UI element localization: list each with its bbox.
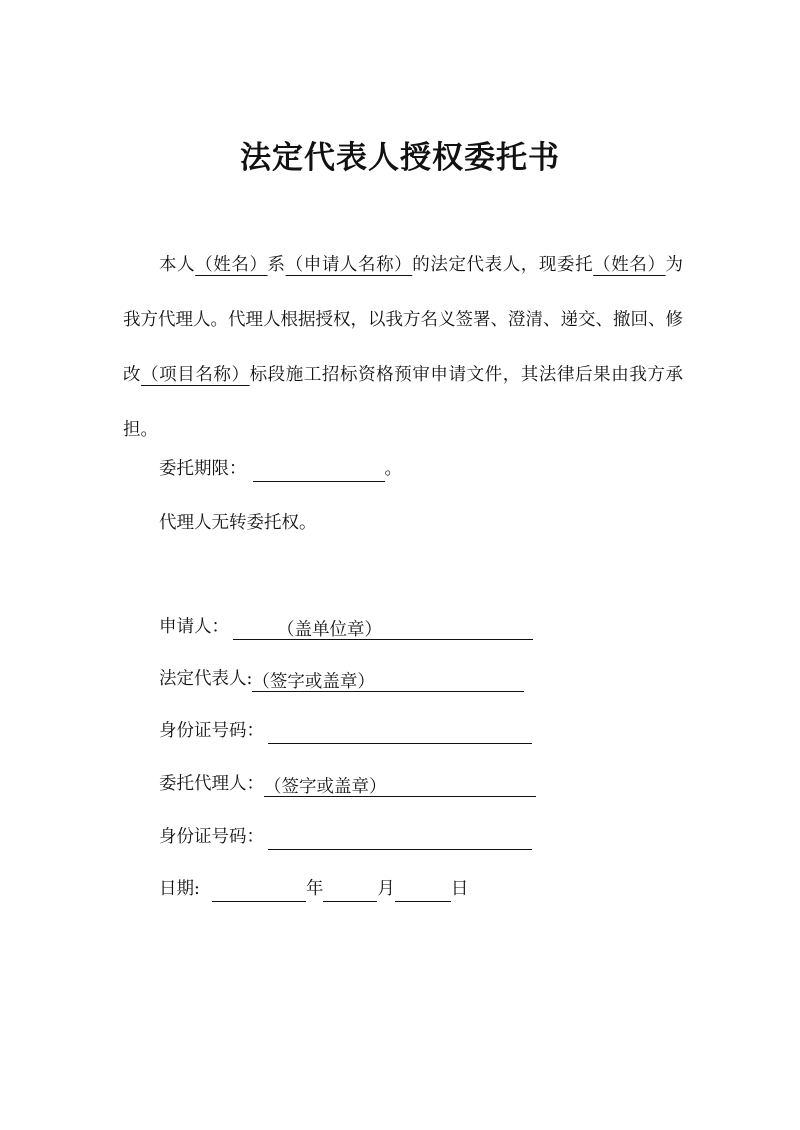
id-label: 身份证号码： (159, 721, 264, 741)
name-blank: （姓名） (195, 255, 268, 275)
month-blank (323, 879, 377, 902)
agent-line (159, 771, 536, 797)
term-line (159, 456, 402, 482)
id-number-blank (268, 721, 532, 744)
no-transfer-line: 代理人无转委托权。 (159, 513, 317, 533)
id-number-line-1 (159, 718, 532, 744)
legal-rep-label: 法定代表人: (159, 669, 253, 689)
para-seg: 本人 (159, 255, 196, 275)
sign-hint: （签字或盖章） (264, 777, 387, 797)
day-blank (395, 879, 451, 902)
seal-hint: （盖单位章） (277, 620, 382, 640)
agent-name-blank: （姓名） (593, 255, 666, 275)
document-title: 法定代表人授权委托书 (240, 140, 560, 176)
para-seg: 为我方代理人。代理人根据授权，以我方名义签署、澄清、递交、撤回、修改 (123, 255, 684, 385)
applicant-line (159, 614, 533, 640)
term-end: 。 (384, 459, 402, 479)
legal-rep-line (159, 666, 524, 692)
id-label: 身份证号码： (159, 827, 264, 847)
term-blank (253, 459, 385, 482)
authorization-paragraph (123, 238, 683, 458)
term-label: 委托期限： (159, 459, 247, 479)
year-blank (212, 879, 306, 902)
legal-rep-signature-blank (252, 669, 524, 692)
id-number-line-2 (159, 824, 532, 850)
month-label: 月 (377, 879, 395, 899)
agent-signature-blank (264, 774, 536, 797)
para-seg: 系 (267, 255, 286, 275)
applicant-label: 申请人： (159, 617, 229, 637)
applicant-signature-blank (233, 617, 533, 640)
day-label: 日 (450, 879, 469, 899)
date-label: 日期: (159, 879, 200, 899)
agent-label: 委托代理人： (159, 774, 264, 794)
project-name-blank: （项目名称） (141, 365, 250, 385)
id-number-blank (268, 827, 532, 850)
date-line (159, 876, 468, 902)
para-seg: 的法定代表人，现委托 (412, 255, 594, 275)
applicant-name-blank: （申请人名称） (285, 255, 413, 275)
para-seg: 标段施工招标资格预审申请文件，其法律后果由我方承担。 (123, 365, 684, 440)
sign-hint: （签字或盖章） (252, 672, 375, 692)
year-label: 年 (305, 879, 324, 899)
